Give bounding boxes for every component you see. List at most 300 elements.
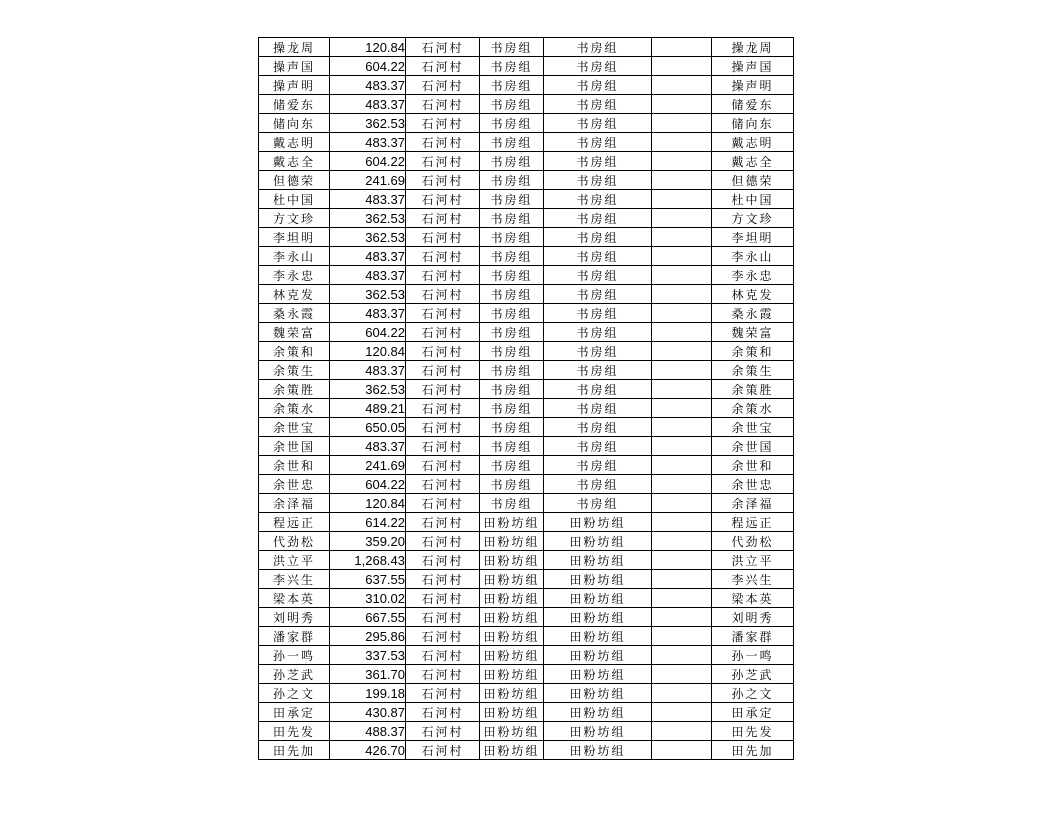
cell-village: 石河村 [406, 133, 480, 152]
cell-blank [652, 627, 712, 646]
cell-name_confirm: 余世忠 [712, 475, 794, 494]
cell-name: 余世忠 [259, 475, 330, 494]
cell-village: 石河村 [406, 228, 480, 247]
cell-name: 余世国 [259, 437, 330, 456]
table-row [259, 399, 794, 418]
cell-name_confirm: 操声国 [712, 57, 794, 76]
cell-name: 操龙周 [259, 38, 330, 57]
cell-group_confirm: 书房组 [544, 342, 652, 361]
cell-village: 石河村 [406, 703, 480, 722]
cell-amount: 362.53 [330, 380, 406, 399]
cell-name: 李坦明 [259, 228, 330, 247]
cell-village: 石河村 [406, 247, 480, 266]
cell-group: 书房组 [480, 361, 544, 380]
cell-name_confirm: 代劲松 [712, 532, 794, 551]
cell-amount: 483.37 [330, 266, 406, 285]
cell-name_confirm: 操声明 [712, 76, 794, 95]
cell-name: 戴志明 [259, 133, 330, 152]
cell-group: 书房组 [480, 494, 544, 513]
cell-blank [652, 323, 712, 342]
cell-name: 刘明秀 [259, 608, 330, 627]
cell-blank [652, 608, 712, 627]
table-row [259, 114, 794, 133]
cell-group: 书房组 [480, 456, 544, 475]
cell-village: 石河村 [406, 304, 480, 323]
table-row [259, 456, 794, 475]
cell-village: 石河村 [406, 323, 480, 342]
cell-village: 石河村 [406, 209, 480, 228]
cell-village: 石河村 [406, 38, 480, 57]
cell-group_confirm: 书房组 [544, 285, 652, 304]
cell-group_confirm: 田粉坊组 [544, 513, 652, 532]
cell-amount: 310.02 [330, 589, 406, 608]
cell-amount: 489.21 [330, 399, 406, 418]
payment-table [258, 37, 794, 760]
cell-group_confirm: 书房组 [544, 247, 652, 266]
table-row [259, 361, 794, 380]
cell-name: 但德荣 [259, 171, 330, 190]
cell-blank [652, 532, 712, 551]
cell-group: 田粉坊组 [480, 570, 544, 589]
cell-group_confirm: 书房组 [544, 304, 652, 323]
cell-group: 书房组 [480, 266, 544, 285]
cell-group: 田粉坊组 [480, 551, 544, 570]
table-row [259, 532, 794, 551]
cell-blank [652, 684, 712, 703]
cell-group: 书房组 [480, 76, 544, 95]
cell-village: 石河村 [406, 190, 480, 209]
cell-name_confirm: 田承定 [712, 703, 794, 722]
cell-name: 潘家群 [259, 627, 330, 646]
cell-name_confirm: 李永山 [712, 247, 794, 266]
cell-group: 书房组 [480, 437, 544, 456]
cell-group: 书房组 [480, 95, 544, 114]
cell-group: 田粉坊组 [480, 741, 544, 760]
cell-name_confirm: 梁本英 [712, 589, 794, 608]
table-row [259, 627, 794, 646]
cell-group: 田粉坊组 [480, 665, 544, 684]
cell-group: 书房组 [480, 133, 544, 152]
cell-blank [652, 76, 712, 95]
cell-name_confirm: 余世和 [712, 456, 794, 475]
cell-group_confirm: 书房组 [544, 171, 652, 190]
cell-name_confirm: 余泽福 [712, 494, 794, 513]
table-row [259, 209, 794, 228]
cell-village: 石河村 [406, 456, 480, 475]
cell-village: 石河村 [406, 437, 480, 456]
cell-village: 石河村 [406, 646, 480, 665]
cell-group_confirm: 书房组 [544, 228, 652, 247]
cell-amount: 488.37 [330, 722, 406, 741]
cell-group: 书房组 [480, 285, 544, 304]
cell-group: 书房组 [480, 38, 544, 57]
table-row [259, 171, 794, 190]
cell-amount: 1,268.43 [330, 551, 406, 570]
cell-group: 书房组 [480, 323, 544, 342]
cell-name_confirm: 余世国 [712, 437, 794, 456]
cell-group: 书房组 [480, 57, 544, 76]
cell-group_confirm: 书房组 [544, 418, 652, 437]
cell-group_confirm: 书房组 [544, 494, 652, 513]
cell-name_confirm: 李坦明 [712, 228, 794, 247]
cell-amount: 483.37 [330, 304, 406, 323]
cell-amount: 604.22 [330, 323, 406, 342]
cell-village: 石河村 [406, 95, 480, 114]
cell-amount: 483.37 [330, 95, 406, 114]
cell-village: 石河村 [406, 665, 480, 684]
cell-amount: 199.18 [330, 684, 406, 703]
cell-blank [652, 399, 712, 418]
cell-village: 石河村 [406, 475, 480, 494]
cell-amount: 337.53 [330, 646, 406, 665]
cell-blank [652, 171, 712, 190]
cell-name: 田先加 [259, 741, 330, 760]
cell-name_confirm: 操龙周 [712, 38, 794, 57]
table-row [259, 285, 794, 304]
cell-name: 孙一鸣 [259, 646, 330, 665]
cell-name_confirm: 但德荣 [712, 171, 794, 190]
cell-amount: 362.53 [330, 285, 406, 304]
cell-blank [652, 437, 712, 456]
cell-name: 余策和 [259, 342, 330, 361]
table-row [259, 646, 794, 665]
cell-village: 石河村 [406, 361, 480, 380]
table-row [259, 323, 794, 342]
cell-group: 田粉坊组 [480, 532, 544, 551]
cell-blank [652, 228, 712, 247]
cell-group_confirm: 田粉坊组 [544, 722, 652, 741]
table-row [259, 152, 794, 171]
cell-name_confirm: 余策和 [712, 342, 794, 361]
cell-village: 石河村 [406, 418, 480, 437]
cell-village: 石河村 [406, 380, 480, 399]
cell-group_confirm: 书房组 [544, 38, 652, 57]
cell-village: 石河村 [406, 551, 480, 570]
cell-group_confirm: 田粉坊组 [544, 646, 652, 665]
table-row [259, 665, 794, 684]
table-row [259, 304, 794, 323]
cell-group: 书房组 [480, 418, 544, 437]
cell-village: 石河村 [406, 171, 480, 190]
cell-name_confirm: 储爱东 [712, 95, 794, 114]
cell-group_confirm: 书房组 [544, 95, 652, 114]
cell-village: 石河村 [406, 285, 480, 304]
cell-group_confirm: 田粉坊组 [544, 551, 652, 570]
cell-amount: 483.37 [330, 437, 406, 456]
cell-name: 李兴生 [259, 570, 330, 589]
cell-group: 书房组 [480, 171, 544, 190]
cell-village: 石河村 [406, 399, 480, 418]
cell-name: 孙之文 [259, 684, 330, 703]
cell-group_confirm: 书房组 [544, 190, 652, 209]
cell-group: 田粉坊组 [480, 646, 544, 665]
cell-amount: 241.69 [330, 171, 406, 190]
table-row [259, 266, 794, 285]
cell-group_confirm: 田粉坊组 [544, 608, 652, 627]
cell-name_confirm: 杜中国 [712, 190, 794, 209]
cell-blank [652, 551, 712, 570]
cell-amount: 483.37 [330, 76, 406, 95]
cell-group: 书房组 [480, 114, 544, 133]
cell-group: 书房组 [480, 152, 544, 171]
cell-group: 书房组 [480, 399, 544, 418]
cell-amount: 120.84 [330, 38, 406, 57]
cell-name: 田先发 [259, 722, 330, 741]
cell-name: 余泽福 [259, 494, 330, 513]
cell-name: 操声明 [259, 76, 330, 95]
cell-group: 田粉坊组 [480, 608, 544, 627]
payment-table-body [259, 38, 794, 760]
cell-name_confirm: 程远正 [712, 513, 794, 532]
cell-name_confirm: 桑永霞 [712, 304, 794, 323]
cell-amount: 359.20 [330, 532, 406, 551]
cell-group_confirm: 书房组 [544, 57, 652, 76]
cell-name: 田承定 [259, 703, 330, 722]
cell-name: 林克发 [259, 285, 330, 304]
cell-blank [652, 418, 712, 437]
cell-blank [652, 570, 712, 589]
cell-group: 书房组 [480, 209, 544, 228]
cell-blank [652, 494, 712, 513]
cell-name: 李永忠 [259, 266, 330, 285]
table-row [259, 703, 794, 722]
cell-blank [652, 646, 712, 665]
table-row [259, 475, 794, 494]
table-row [259, 133, 794, 152]
cell-group: 田粉坊组 [480, 513, 544, 532]
cell-blank [652, 361, 712, 380]
cell-amount: 604.22 [330, 152, 406, 171]
cell-group_confirm: 书房组 [544, 133, 652, 152]
cell-village: 石河村 [406, 589, 480, 608]
cell-name: 方文珍 [259, 209, 330, 228]
cell-group_confirm: 书房组 [544, 266, 652, 285]
cell-group: 田粉坊组 [480, 627, 544, 646]
cell-amount: 483.37 [330, 133, 406, 152]
cell-village: 石河村 [406, 684, 480, 703]
cell-blank [652, 285, 712, 304]
table-row [259, 551, 794, 570]
cell-name_confirm: 魏荣富 [712, 323, 794, 342]
table-row [259, 247, 794, 266]
table-row [259, 76, 794, 95]
table-row [259, 228, 794, 247]
cell-village: 石河村 [406, 722, 480, 741]
cell-group: 书房组 [480, 228, 544, 247]
cell-name_confirm: 田先发 [712, 722, 794, 741]
cell-blank [652, 266, 712, 285]
cell-blank [652, 380, 712, 399]
cell-group_confirm: 书房组 [544, 209, 652, 228]
cell-group: 田粉坊组 [480, 684, 544, 703]
cell-name_confirm: 余世宝 [712, 418, 794, 437]
cell-name: 杜中国 [259, 190, 330, 209]
cell-group: 田粉坊组 [480, 589, 544, 608]
cell-amount: 614.22 [330, 513, 406, 532]
cell-name_confirm: 林克发 [712, 285, 794, 304]
table-row [259, 570, 794, 589]
table-row [259, 494, 794, 513]
cell-blank [652, 152, 712, 171]
cell-blank [652, 247, 712, 266]
table-row [259, 589, 794, 608]
cell-name: 梁本英 [259, 589, 330, 608]
cell-group_confirm: 田粉坊组 [544, 741, 652, 760]
cell-name: 程远正 [259, 513, 330, 532]
table-row [259, 437, 794, 456]
cell-amount: 295.86 [330, 627, 406, 646]
cell-amount: 241.69 [330, 456, 406, 475]
cell-blank [652, 513, 712, 532]
cell-village: 石河村 [406, 532, 480, 551]
cell-amount: 604.22 [330, 57, 406, 76]
cell-name: 余策生 [259, 361, 330, 380]
cell-group_confirm: 书房组 [544, 399, 652, 418]
cell-group: 书房组 [480, 190, 544, 209]
cell-name: 桑永霞 [259, 304, 330, 323]
cell-group: 书房组 [480, 247, 544, 266]
cell-name_confirm: 余策生 [712, 361, 794, 380]
cell-name_confirm: 孙一鸣 [712, 646, 794, 665]
cell-name_confirm: 方文珍 [712, 209, 794, 228]
cell-blank [652, 665, 712, 684]
cell-name: 储爱东 [259, 95, 330, 114]
cell-amount: 483.37 [330, 361, 406, 380]
cell-village: 石河村 [406, 608, 480, 627]
cell-name_confirm: 李永忠 [712, 266, 794, 285]
cell-name_confirm: 余策胜 [712, 380, 794, 399]
table-row [259, 190, 794, 209]
cell-blank [652, 703, 712, 722]
cell-amount: 361.70 [330, 665, 406, 684]
cell-blank [652, 38, 712, 57]
cell-name_confirm: 洪立平 [712, 551, 794, 570]
cell-village: 石河村 [406, 114, 480, 133]
cell-amount: 362.53 [330, 228, 406, 247]
cell-village: 石河村 [406, 570, 480, 589]
cell-group_confirm: 田粉坊组 [544, 665, 652, 684]
cell-name: 魏荣富 [259, 323, 330, 342]
cell-village: 石河村 [406, 266, 480, 285]
cell-village: 石河村 [406, 152, 480, 171]
cell-blank [652, 456, 712, 475]
cell-group_confirm: 书房组 [544, 380, 652, 399]
cell-name_confirm: 潘家群 [712, 627, 794, 646]
cell-name_confirm: 孙芝武 [712, 665, 794, 684]
table-row [259, 684, 794, 703]
table-row [259, 95, 794, 114]
cell-blank [652, 114, 712, 133]
cell-name: 储向东 [259, 114, 330, 133]
table-row [259, 741, 794, 760]
cell-blank [652, 133, 712, 152]
cell-group_confirm: 书房组 [544, 361, 652, 380]
cell-blank [652, 209, 712, 228]
cell-group_confirm: 田粉坊组 [544, 627, 652, 646]
cell-amount: 362.53 [330, 209, 406, 228]
cell-blank [652, 589, 712, 608]
cell-amount: 667.55 [330, 608, 406, 627]
cell-group_confirm: 书房组 [544, 437, 652, 456]
cell-village: 石河村 [406, 494, 480, 513]
cell-name_confirm: 田先加 [712, 741, 794, 760]
table-row [259, 418, 794, 437]
cell-blank [652, 304, 712, 323]
cell-group_confirm: 田粉坊组 [544, 703, 652, 722]
cell-group_confirm: 田粉坊组 [544, 532, 652, 551]
cell-amount: 637.55 [330, 570, 406, 589]
cell-group_confirm: 田粉坊组 [544, 589, 652, 608]
cell-amount: 604.22 [330, 475, 406, 494]
cell-amount: 430.87 [330, 703, 406, 722]
cell-name: 余策水 [259, 399, 330, 418]
cell-name_confirm: 储向东 [712, 114, 794, 133]
cell-group_confirm: 书房组 [544, 114, 652, 133]
cell-group_confirm: 书房组 [544, 475, 652, 494]
cell-name: 李永山 [259, 247, 330, 266]
cell-blank [652, 95, 712, 114]
cell-group: 书房组 [480, 380, 544, 399]
cell-group: 书房组 [480, 342, 544, 361]
cell-group: 田粉坊组 [480, 703, 544, 722]
cell-name: 余世和 [259, 456, 330, 475]
cell-village: 石河村 [406, 76, 480, 95]
cell-village: 石河村 [406, 342, 480, 361]
table-row [259, 722, 794, 741]
cell-group_confirm: 田粉坊组 [544, 684, 652, 703]
cell-name: 戴志全 [259, 152, 330, 171]
cell-name_confirm: 戴志明 [712, 133, 794, 152]
cell-amount: 362.53 [330, 114, 406, 133]
cell-name: 操声国 [259, 57, 330, 76]
cell-blank [652, 190, 712, 209]
cell-village: 石河村 [406, 57, 480, 76]
table-row [259, 608, 794, 627]
table-row [259, 57, 794, 76]
cell-group_confirm: 书房组 [544, 76, 652, 95]
cell-blank [652, 741, 712, 760]
cell-name: 洪立平 [259, 551, 330, 570]
cell-name: 余策胜 [259, 380, 330, 399]
cell-amount: 120.84 [330, 494, 406, 513]
cell-group: 书房组 [480, 475, 544, 494]
cell-group: 书房组 [480, 304, 544, 323]
cell-group_confirm: 书房组 [544, 152, 652, 171]
cell-blank [652, 57, 712, 76]
cell-group_confirm: 田粉坊组 [544, 570, 652, 589]
table-row [259, 513, 794, 532]
cell-name: 代劲松 [259, 532, 330, 551]
cell-name: 余世宝 [259, 418, 330, 437]
cell-village: 石河村 [406, 513, 480, 532]
cell-amount: 650.05 [330, 418, 406, 437]
table-row [259, 38, 794, 57]
cell-group_confirm: 书房组 [544, 456, 652, 475]
cell-amount: 483.37 [330, 247, 406, 266]
cell-name_confirm: 李兴生 [712, 570, 794, 589]
cell-group: 田粉坊组 [480, 722, 544, 741]
cell-group_confirm: 书房组 [544, 323, 652, 342]
cell-amount: 426.70 [330, 741, 406, 760]
table-row [259, 380, 794, 399]
cell-blank [652, 342, 712, 361]
cell-village: 石河村 [406, 741, 480, 760]
cell-name_confirm: 余策水 [712, 399, 794, 418]
table-row [259, 342, 794, 361]
cell-name_confirm: 孙之文 [712, 684, 794, 703]
cell-name_confirm: 戴志全 [712, 152, 794, 171]
cell-amount: 483.37 [330, 190, 406, 209]
